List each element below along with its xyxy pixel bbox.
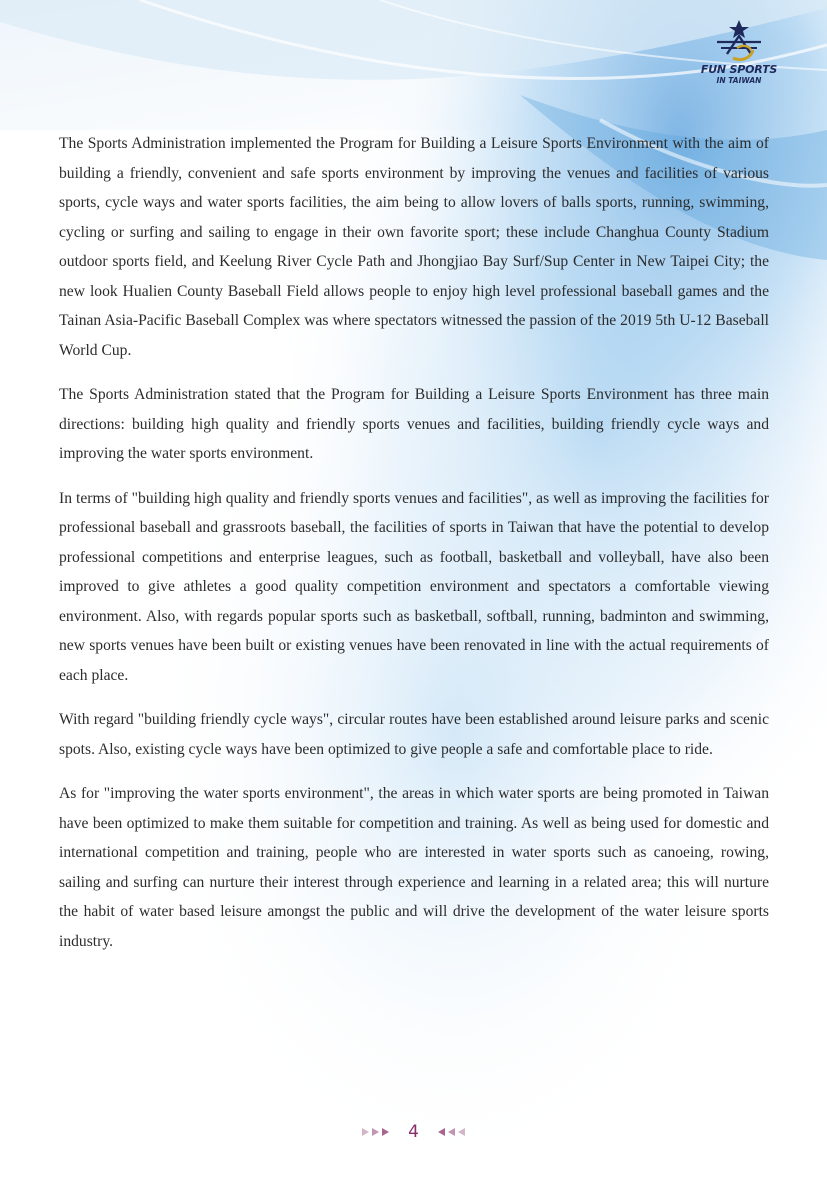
article-body: [59, 129, 769, 971]
paragraph: In terms of "building high quality and friendly sports venues and facilities", as well as improving the facilities for professional baseball and grassroots baseball, the facilities of sports in Taiwan that have the potential to develop professional competitions and enterprise leagues, such as football, basketball and volleyball, have also been improved to give athletes a good quality competition environment and spectators a comfortable viewing environment. Also, with regards popular sports such as basketball, softball, running, badminton and swimming, new sports venues have been built or existing venues have been renovated in line with the actual requirements of each place.: [59, 489, 769, 684]
fun-sports-logo: [684, 18, 794, 94]
arrows-left-icon: [435, 1126, 465, 1138]
paragraph: As for "improving the water sports environment", the areas in which water sports are being promoted in Taiwan have been optimized to make them suitable for competition and training. As well as being used for domestic and international competition and training, people who are interested in water sports such as canoeing, rowing, sailing and surfing can nurture their interest through experience and learning in a related area; this will nurture the habit of water based leisure amongst the public and will drive the development of the water leisure sports industry.: [59, 785, 769, 950]
paragraph: The Sports Administration stated that the Program for Building a Leisure Sports Environment has three main directions: building high quality and friendly sports venues and facilities, building friendly cycle ways and improving the water sports environment.: [59, 386, 769, 462]
arrows-right-icon: [362, 1126, 392, 1138]
page-footer: [0, 1122, 827, 1146]
paragraph: With regard "building friendly cycle ways", circular routes have been established around leisure parks and scenic spots. Also, existing cycle ways have been optimized to give people a safe and comfortable place to ride.: [59, 711, 769, 758]
fun-sports-logo-icon: [713, 18, 765, 62]
page-number: 4: [408, 1122, 419, 1142]
paragraph: The Sports Administration implemented the Program for Building a Leisure Sports Environment with the aim of building a friendly, convenient and safe sports environment by improving the venues and facilities of various sports, cycle ways and water sports facilities, the aim being to allow lovers of balls sports, running, swimming, cycling or surfing and sailing to engage in their own favorite sport; these include Changhua County Stadium outdoor sports field, and Keelung River Cycle Path and Jhongjiao Bay Surf/Sup Center in New Taipei City; the new look Hualien County Baseball Field allows people to enjoy high level professional baseball games and the Tainan Asia-Pacific Baseball Complex was where spectators witnessed the passion of the 2019 5th U-12 Baseball World Cup.: [59, 135, 769, 359]
logo-title: FUN SPORTS: [700, 63, 778, 76]
logo-subtitle: IN TAIWAN: [716, 76, 762, 85]
